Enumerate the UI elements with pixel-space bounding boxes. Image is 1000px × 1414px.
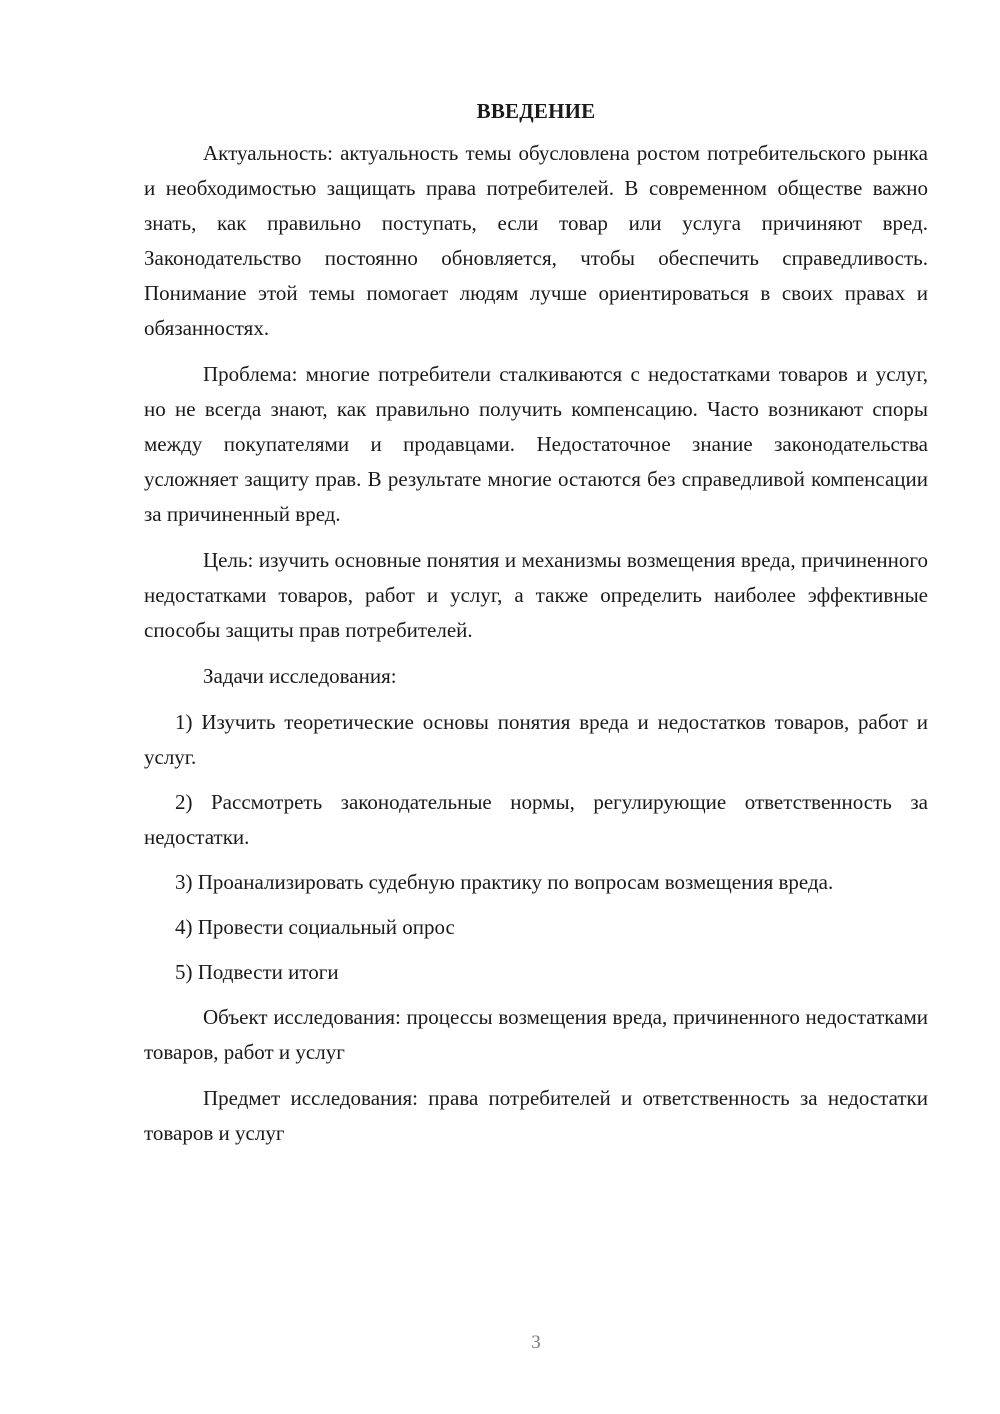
page-title: ВВЕДЕНИЕ [476, 99, 596, 123]
document-page [144, 94, 928, 1162]
page-number: 3 [531, 1332, 541, 1353]
object-paragraph: Объект исследования: процессы возмещения вреда, причиненного недостатками товаров, работ и услуг [144, 1005, 928, 1064]
tasks-list [144, 705, 928, 990]
list-item: 2) Рассмотреть законодательные нормы, регулирующие ответственность за недостатки. [144, 790, 928, 849]
list-item: 5) Подвести итоги [175, 960, 339, 984]
tasks-heading: Задачи исследования: [203, 664, 397, 688]
list-item: 4) Провести социальный опрос [175, 915, 455, 939]
relevance-paragraph: Актуальность: актуальность темы обусловлена ростом потребительского рынка и необходимостью защищать права потребителей. В современном обществе важно знать, как правильно поступать, если товар или услуга причиняют вред. Законодательство постоянно обновляется, чтобы обеспечить справедливость. Понимание этой темы помогает людям лучше ориентироваться в своих правах и обязанностях. [144, 141, 928, 340]
list-item: 3) Проанализировать судебную практику по вопросам возмещения вреда. [175, 870, 834, 894]
problem-paragraph: Проблема: многие потребители сталкиваются с недостатками товаров и услуг, но не всегда знают, как правильно получить компенсацию. Часто возникают споры между покупателями и продавцами. Недостаточное знание законодательства усложняет защиту прав. В результате многие остаются без справедливой компенсации за причиненный вред. [144, 362, 928, 526]
goal-paragraph: Цель: изучить основные понятия и механизмы возмещения вреда, причиненного недостатками товаров, работ и услуг, а также определить наиболее эффективные способы защиты прав потребителей. [144, 548, 928, 642]
list-item: 1) Изучить теоретические основы понятия вреда и недостатков товаров, работ и услуг. [144, 710, 928, 769]
subject-paragraph: Предмет исследования: права потребителей и ответственность за недостатки товаров и услуг [144, 1086, 928, 1145]
